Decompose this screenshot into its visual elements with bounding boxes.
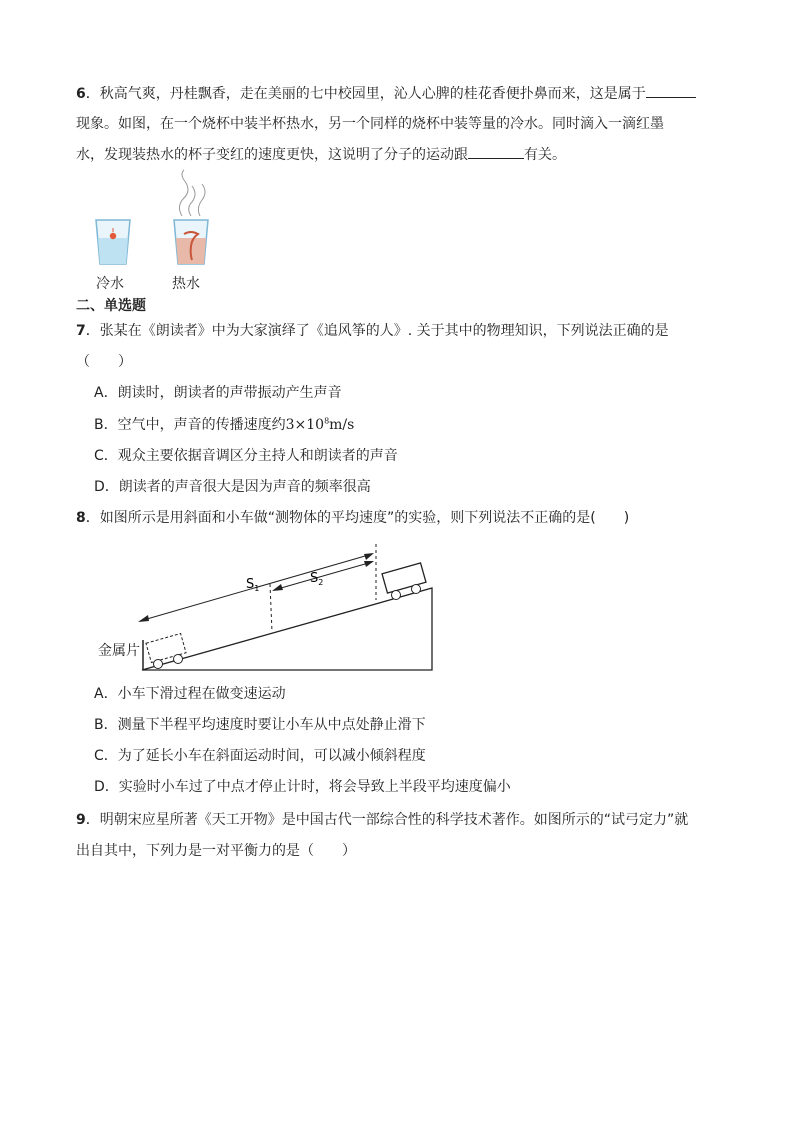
cold-water-label: 冷水 (96, 276, 124, 292)
q7-option-b-unit: m/s (329, 417, 355, 433)
q7-option-b-text: B．空气中，声音的传播速度约 (94, 417, 286, 433)
steam-icon (179, 170, 205, 216)
q9-text-1: ．明朝宋应星所著《天工开物》是中国古代一部综合性的科学技术著作。如图所示的“试弓定力”就 (85, 812, 689, 828)
ink-drop-icon (110, 233, 116, 239)
q7-option-b-exponent: 8 (324, 416, 330, 426)
q7-number: 7 (76, 323, 86, 339)
q9-line-1 (76, 810, 688, 830)
cold-water-beaker (96, 220, 130, 264)
q6-blank-1[interactable] (646, 83, 696, 98)
s1-label: $S_1$ (246, 577, 260, 593)
q7-option-b-base: 3×10 (285, 417, 325, 433)
q8-option-c[interactable]: C．为了延长小车在斜面运动时间，可以减小倾斜程度 (94, 748, 426, 764)
q8-option-a[interactable]: A．小车下滑过程在做变速运动 (94, 686, 286, 702)
q7-stem-text: ．张某在《朗读者》中为大家演绎了《追风筝的人》. 关于其中的物理知识，下列说法正确的是 (85, 323, 669, 339)
s2-label: $S_2$ (310, 571, 324, 587)
metal-plate-label: 金属片 (98, 643, 140, 659)
q7-option-b[interactable] (94, 415, 354, 435)
q8-stem-text: ．如图所示是用斜面和小车做“测物体的平均速度”的实验，则下列说法不正确的是( ) (85, 510, 630, 526)
q6-text-3a: 水，发现装热水的杯子变红的速度更快，这说明了分子的运动跟 (76, 147, 468, 163)
q7-option-b-value (286, 417, 355, 433)
q7-bracket: （ ） (76, 354, 132, 370)
q6-line-3 (76, 144, 566, 165)
q7-option-d[interactable]: D．朗读者的声音很大是因为声音的频率很高 (94, 479, 371, 495)
q8-option-b[interactable]: B．测量下半程平均速度时要让小车从中点处静止滑下 (94, 717, 426, 733)
q9-number: 9 (76, 812, 86, 828)
q6-text-1: ．秋高气爽，丹桂飘香，走在美丽的七中校园里，沁人心脾的桂花香便扑鼻而来，这是属于 (85, 86, 646, 102)
q9-line-2: 出自其中，下列力是一对平衡力的是（ ） (76, 843, 356, 859)
beakers-figure (88, 168, 218, 268)
q7-option-c[interactable]: C．观众主要依据音调区分主持人和朗读者的声音 (94, 448, 398, 464)
hot-water-label: 热水 (172, 276, 200, 292)
incline-figure (90, 540, 440, 674)
q6-text-3b: 有关。 (524, 147, 566, 163)
midpoint-marker (270, 584, 272, 632)
q7-stem (76, 321, 669, 341)
q8-number: 8 (76, 510, 86, 526)
q6-blank-2[interactable] (468, 144, 524, 159)
hot-water-beaker (174, 170, 208, 264)
q6-number: 6 (76, 86, 86, 102)
q7-option-a[interactable]: A．朗读时，朗读者的声带振动产生声音 (94, 385, 342, 401)
q6-line-2: 现象。如图，在一个烧杯中装半杯热水，另一个同样的烧杯中装等量的冷水。同时滴入一滴红墨 (76, 116, 664, 132)
section-title: 二、单选题 (76, 298, 146, 314)
q6-line-1 (76, 83, 696, 104)
incline-slope (142, 588, 432, 670)
q8-stem (76, 508, 629, 528)
q8-option-d[interactable]: D．实验时小车过了中点才停止计时，将会导致上半段平均速度偏小 (94, 779, 511, 795)
